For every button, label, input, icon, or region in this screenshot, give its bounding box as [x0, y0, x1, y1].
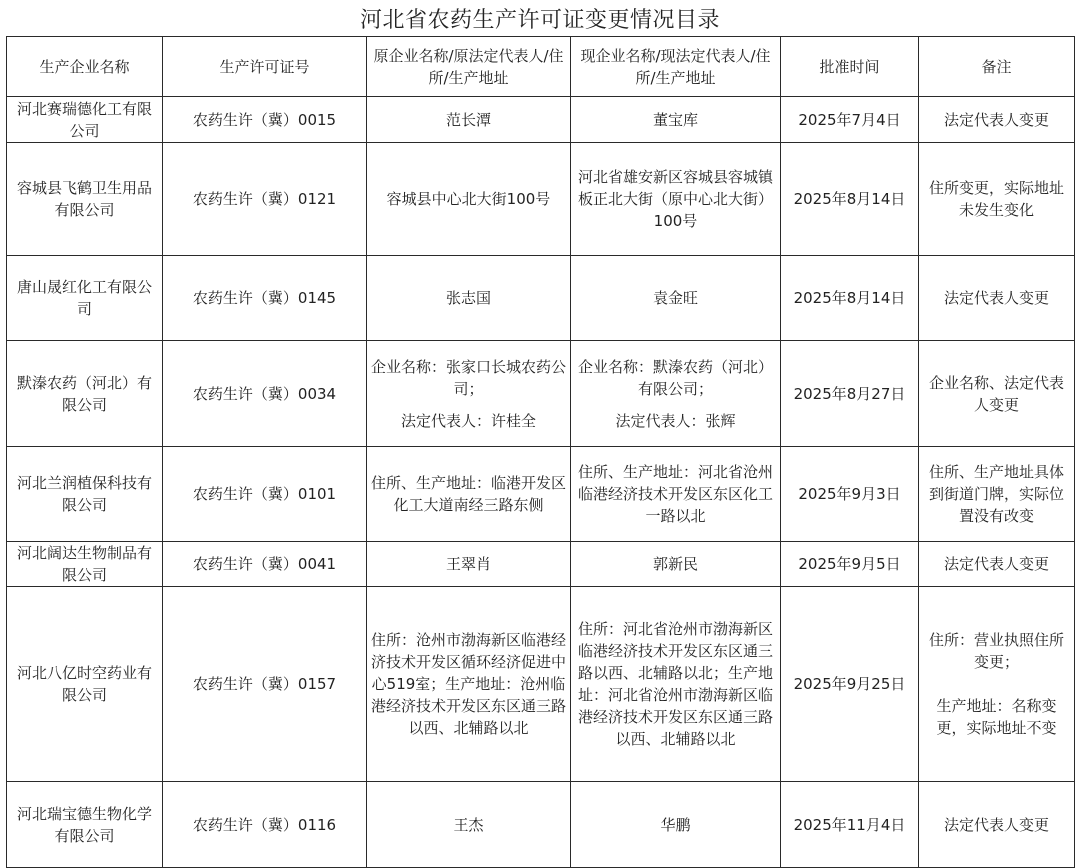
- cell-current: [571, 97, 781, 143]
- cell-paragraph: 生产地址：名称变更，实际地址不变: [936, 697, 1057, 737]
- cell-approval-date: 2025年8月14日: [781, 256, 919, 341]
- cell-paragraph: 住所：河北省沧州市渤海新区临港经济技术开发区东区通三路以西、北辅路以北；生产地址：河北省沧州市渤海新区临港经济技术开发区东区通三路以西、北辅路以北: [577, 620, 773, 748]
- cell-approval-date: 2025年8月27日: [781, 341, 919, 447]
- cell-content: [923, 553, 1070, 575]
- cell-paragraph: 住所、生产地址：临港开发区化工大道南经三路东侧: [371, 474, 567, 514]
- license-change-table: [6, 36, 1075, 868]
- cell-content: [923, 287, 1070, 309]
- cell-content: [923, 461, 1070, 527]
- cell-license: 农药生许（冀）0015: [163, 97, 367, 143]
- cell-paragraph: 法定代表人变更: [943, 289, 1049, 307]
- cell-license: 农药生许（冀）0041: [163, 542, 367, 587]
- cell-content: [371, 814, 566, 836]
- cell-paragraph: 住所：营业执照住所变更；: [928, 631, 1064, 671]
- cell-content: [371, 287, 566, 309]
- cell-paragraph: 董宝库: [652, 110, 698, 129]
- cell-remarks: [919, 256, 1075, 341]
- table-row: [7, 447, 1075, 542]
- cell-paragraph: 法定代表人变更: [943, 555, 1049, 573]
- cell-original: [367, 143, 571, 256]
- table-row: [7, 341, 1075, 447]
- cell-content: [371, 553, 566, 575]
- cell-approval-date: 2025年11月4日: [781, 782, 919, 868]
- cell-approval-date: 2025年7月4日: [781, 97, 919, 143]
- cell-content: [575, 618, 776, 750]
- cell-paragraph: 范长潭: [445, 110, 491, 129]
- table-row: [7, 542, 1075, 587]
- cell-paragraph: 郭新民: [652, 555, 698, 573]
- cell-paragraph: 袁金旺: [652, 289, 698, 307]
- header-license: 生产许可证号: [163, 37, 367, 97]
- cell-content: [575, 356, 776, 432]
- cell-original: [367, 341, 571, 447]
- cell-content: [923, 372, 1070, 416]
- cell-company: 容城县飞鹤卫生用品有限公司: [7, 143, 163, 256]
- table-header-row: [7, 37, 1075, 97]
- cell-content: [575, 109, 776, 131]
- cell-paragraph: 法定代表人：张辉: [615, 411, 736, 430]
- cell-content: [371, 188, 566, 210]
- cell-paragraph: 企业名称、法定代表人变更: [928, 373, 1064, 414]
- cell-paragraph: 住所、生产地址：河北省沧州临港经济技术开发区东区化工一路以北: [577, 463, 773, 525]
- cell-paragraph: 法定代表人变更: [943, 815, 1049, 834]
- cell-paragraph: 住所变更，实际地址未发生变化: [928, 179, 1064, 219]
- cell-content: [923, 814, 1070, 836]
- cell-content: [923, 109, 1070, 131]
- cell-remarks: [919, 143, 1075, 256]
- cell-paragraph: 住所、生产地址具体到街道门牌，实际位置没有改变: [928, 463, 1064, 525]
- table-body: [7, 97, 1075, 868]
- cell-content: [923, 629, 1070, 739]
- cell-current: [571, 256, 781, 341]
- cell-paragraph: 王翠肖: [445, 555, 491, 573]
- document-title: 河北省农药生产许可证变更情况目录: [359, 8, 720, 33]
- table-row: [7, 97, 1075, 143]
- cell-company: 河北八亿时空药业有限公司: [7, 587, 163, 782]
- cell-approval-date: 2025年9月5日: [781, 542, 919, 587]
- cell-license: 农药生许（冀）0034: [163, 341, 367, 447]
- cell-paragraph: 张志国: [445, 289, 491, 307]
- cell-approval-date: 2025年8月14日: [781, 143, 919, 256]
- cell-remarks: [919, 341, 1075, 447]
- cell-content: [575, 461, 776, 527]
- cell-company: 河北赛瑞德化工有限公司: [7, 97, 163, 143]
- header-remarks: 备注: [919, 37, 1075, 97]
- cell-license: 农药生许（冀）0101: [163, 447, 367, 542]
- cell-content: [371, 109, 566, 131]
- cell-license: 农药生许（冀）0157: [163, 587, 367, 782]
- cell-current: [571, 542, 781, 587]
- cell-content: [575, 814, 776, 836]
- cell-paragraph: 华鹏: [660, 815, 691, 834]
- cell-content: [575, 553, 776, 575]
- cell-company: 河北阔达生物制品有限公司: [7, 542, 163, 587]
- table-row: [7, 587, 1075, 782]
- header-company: 生产企业名称: [7, 37, 163, 97]
- cell-paragraph: 企业名称：张家口长城农药公司；: [371, 357, 567, 398]
- cell-content: [575, 166, 776, 232]
- cell-company: 河北瑞宝德生物化学有限公司: [7, 782, 163, 868]
- cell-original: [367, 447, 571, 542]
- cell-paragraph: 法定代表人：许桂全: [400, 411, 536, 430]
- table-row: [7, 143, 1075, 256]
- cell-content: [371, 629, 566, 739]
- cell-remarks: [919, 782, 1075, 868]
- cell-company: 唐山晟红化工有限公司: [7, 256, 163, 341]
- cell-paragraph: 住所：沧州市渤海新区临港经济技术开发区循环经济促进中心519室；生产地址：沧州临港经济技术开发区东区通三路以西、北辅路以北: [371, 631, 567, 737]
- cell-remarks: [919, 542, 1075, 587]
- cell-content: [371, 356, 566, 432]
- cell-paragraph: 容城县中心北大街100号: [386, 190, 551, 208]
- cell-original: [367, 256, 571, 341]
- cell-paragraph: 法定代表人变更: [943, 110, 1049, 129]
- cell-original: [367, 542, 571, 587]
- cell-remarks: [919, 587, 1075, 782]
- table-row: [7, 256, 1075, 341]
- cell-remarks: [919, 97, 1075, 143]
- cell-current: [571, 587, 781, 782]
- cell-original: [367, 782, 571, 868]
- cell-content: [923, 177, 1070, 221]
- cell-paragraph: 企业名称：默溱农药（河北）有限公司；: [577, 357, 773, 398]
- cell-current: [571, 447, 781, 542]
- cell-company: 默溱农药（河北）有限公司: [7, 341, 163, 447]
- cell-original: [367, 97, 571, 143]
- cell-content: [371, 472, 566, 516]
- cell-current: [571, 341, 781, 447]
- cell-license: 农药生许（冀）0145: [163, 256, 367, 341]
- cell-license: 农药生许（冀）0121: [163, 143, 367, 256]
- cell-paragraph: 河北省雄安新区容城县容城镇板正北大街（原中心北大街）100号: [577, 168, 773, 230]
- cell-paragraph: 王杰: [453, 815, 484, 834]
- cell-current: [571, 782, 781, 868]
- cell-current: [571, 143, 781, 256]
- header-original: 原企业名称/原法定代表人/住所/生产地址: [367, 37, 571, 97]
- cell-original: [367, 587, 571, 782]
- cell-approval-date: 2025年9月25日: [781, 587, 919, 782]
- header-current: 现企业名称/现法定代表人/住所/生产地址: [571, 37, 781, 97]
- header-approval-date: 批准时间: [781, 37, 919, 97]
- cell-approval-date: 2025年9月3日: [781, 447, 919, 542]
- cell-remarks: [919, 447, 1075, 542]
- cell-content: [575, 287, 776, 309]
- cell-company: 河北兰润植保科技有限公司: [7, 447, 163, 542]
- cell-license: 农药生许（冀）0116: [163, 782, 367, 868]
- table-row: [7, 782, 1075, 868]
